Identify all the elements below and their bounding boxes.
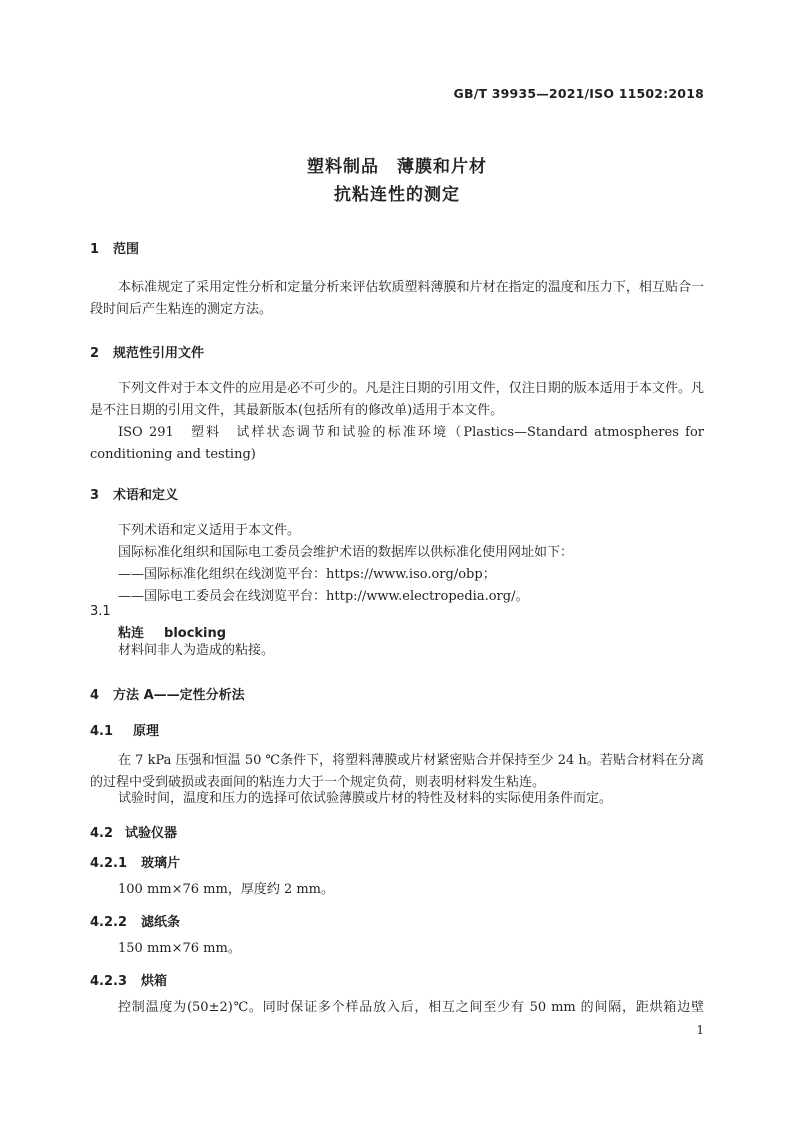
subsection-number: 4.1 (90, 724, 114, 739)
subsection-number: 4.2.3 (90, 974, 128, 989)
subsection-title: 试验仪器 (125, 826, 178, 841)
subsection-title: 烘箱 (141, 974, 168, 989)
section-title: 方法 A——定性分析法 (113, 688, 245, 703)
section-number: 3 (90, 488, 100, 503)
section-title: 术语和定义 (113, 488, 179, 503)
subsection-4-2-heading (90, 822, 177, 841)
normative-reference-line1: ISO 291 塑料 试样状态调节和试验的标准环境（Plastics—Standard atmospheres for (118, 425, 704, 440)
section-number: 1 (90, 242, 100, 257)
subsection-number: 4.2.2 (90, 915, 128, 930)
subsection-title: 玻璃片 (141, 856, 181, 871)
section-1-heading (90, 238, 139, 257)
section-title: 范围 (113, 242, 140, 257)
subsection-4-2-1-heading (90, 852, 180, 871)
section-title: 规范性引用文件 (113, 346, 205, 361)
section-2-heading (90, 342, 204, 361)
normative-reference-line2: conditioning and testing) (90, 447, 256, 462)
subsection-4-1-heading (90, 720, 159, 739)
section-3-heading (90, 484, 178, 503)
oven-spec-text: 控制温度为(50±2)℃。同时保证多个样品放入后，相互之间至少有 50 mm 的间隔，距烘箱边壁 (118, 1000, 704, 1015)
glass-plate-spec: 100 mm×76 mm，厚度约 2 mm。 (118, 882, 335, 897)
term-english: blocking (164, 626, 227, 641)
filter-paper-spec: 150 mm×76 mm。 (118, 941, 241, 956)
electropedia-link-line: ——国际电工委员会在线浏览平台：http://www.electropedia.org/。 (118, 589, 529, 604)
subsection-number: 4.2 (90, 826, 114, 841)
term-entry (118, 622, 226, 641)
terms-intro-line: 下列术语和定义适用于本文件。 (118, 523, 301, 538)
section-4-heading (90, 684, 245, 703)
standard-code-header: GB/T 39935—2021/ISO 11502:2018 (453, 86, 704, 101)
subsection-4-2-3-heading (90, 970, 167, 989)
subsection-title: 原理 (133, 724, 160, 739)
section-2-paragraph: 下列文件对于本文件的应用是必不可少的。凡是注日期的引用文件，仅注日期的版本适用于本文件。凡是不注日期的引用文件，其最新版本(包括所有的修改单)适用于本文件。 (90, 381, 704, 418)
document-title-line2: 抗粘连性的测定 (334, 185, 460, 205)
subclause-3-1-number: 3.1 (90, 604, 111, 619)
principle-paragraph-2: 试验时间，温度和压力的选择可依试验薄膜或片材的特性及材料的实际使用条件而定。 (118, 791, 613, 806)
subsection-4-2-2-heading (90, 911, 180, 930)
page-number: 1 (696, 1023, 704, 1037)
terms-database-line: 国际标准化组织和国际电工委员会维护术语的数据库以供标准化使用网址如下： (118, 545, 574, 560)
section-1-paragraph: 本标准规定了采用定性分析和定量分析来评估软质塑料薄膜和片材在指定的温度和压力下，相互贴合一段时间后产生粘连的测定方法。 (90, 280, 704, 317)
document-title-line1: 塑料制品 薄膜和片材 (307, 157, 487, 177)
subsection-number: 4.2.1 (90, 856, 128, 871)
principle-paragraph-1: 在 7 kPa 压强和恒温 50 ℃条件下，将塑料薄膜或片材紧密贴合并保持至少 24 h。若贴合材料在分离的过程中受到破损或表面间的粘连力大于一个规定负荷，则表明材料发生粘连。 (90, 753, 704, 790)
section-number: 4 (90, 688, 100, 703)
term-definition: 材料间非人为造成的粘接。 (118, 643, 275, 658)
iso-obp-link-line: ——国际标准化组织在线浏览平台：https://www.iso.org/obp； (118, 567, 496, 582)
subsection-title: 滤纸条 (141, 915, 181, 930)
section-number: 2 (90, 346, 100, 361)
term-chinese: 粘连 (118, 626, 145, 641)
